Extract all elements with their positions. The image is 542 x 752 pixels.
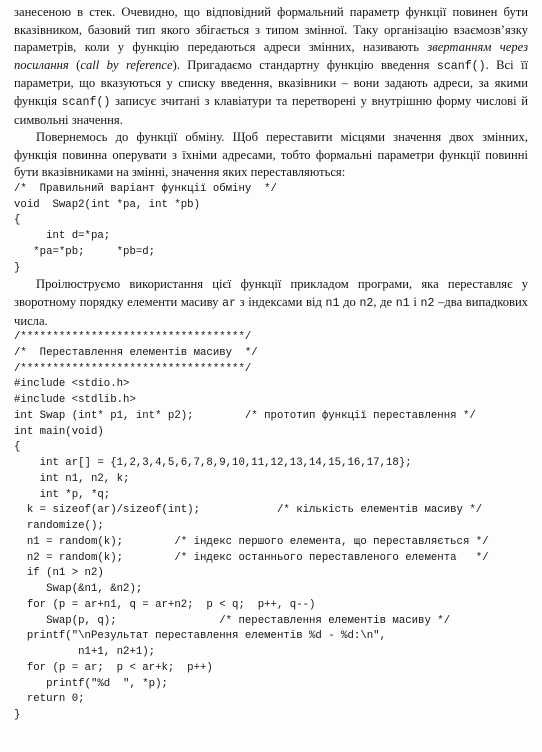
code-line: randomize(); xyxy=(14,520,104,533)
code-line: /* Правильний варіант функції обміну */ xyxy=(14,182,277,195)
code-line: void Swap2(int *pa, int *pb) xyxy=(14,198,200,211)
term-call-by-reference-ua: звертанням через посилання xyxy=(14,40,528,72)
code-line: Swap(p, q); /* переставлення елементів масиву */ xyxy=(14,614,451,627)
code-line: int n1, n2, k; xyxy=(14,472,130,485)
code-line: int *p, *q; xyxy=(14,488,111,501)
code-line: } xyxy=(14,709,21,722)
text-run: занесеною в стек. Очевидно, що відповідний формальний параметр функції повинен бути вказівником, базовий тип якого збігається з типом змінної. Таку організацію взаємозв’язку параметрів, коли у функцію передаються адреси змінних, називають xyxy=(14,5,528,55)
code-line: n1+1, n2+1); xyxy=(14,646,156,659)
text-run: ( xyxy=(68,57,81,72)
code-line: for (p = ar+n1, q = ar+n2; p < q; p++, q--) xyxy=(14,598,316,611)
text-run: Проілюструємо використання цієї функції прикладом програми, яка переставляє у зворотному порядку елементи масиву xyxy=(14,277,528,310)
paragraph-swap-intro: Повернемось до функції обміну. Щоб переставити місцями значення двох змінних, функція повинна оперувати з їхніми адресами, тобто формальні параметри функції повинні бути вказівниками на змінні, значення яких переставляються: xyxy=(14,130,528,180)
code-line: n2 = random(k); /* індекс останнього переставленого елемента */ xyxy=(14,551,489,564)
inline-code-ar: ar xyxy=(222,297,237,311)
code-line: /***********************************/ xyxy=(14,362,252,375)
code-line: int ar[] = {1,2,3,4,5,6,7,8,9,10,11,12,13,14,15,16,17,18}; xyxy=(14,457,412,470)
code-line: int Swap (int* p1, int* p2); /* прототип функції переставлення */ xyxy=(14,409,476,422)
text-run: , де xyxy=(373,295,396,310)
code-line: int main(void) xyxy=(14,425,104,438)
code-line: *pa=*pb; *pb=d; xyxy=(14,245,156,258)
inline-code-n1: n1 xyxy=(395,297,410,311)
code-line: int d=*pa; xyxy=(14,230,111,243)
inline-code-scanf: scanf() xyxy=(436,59,486,73)
paragraph-program-intro xyxy=(14,276,528,330)
code-line: /***********************************/ xyxy=(14,331,252,344)
code-block-swap2 xyxy=(14,182,528,277)
inline-code-n2: n2 xyxy=(420,297,435,311)
code-line: printf("%d ", *p); xyxy=(14,677,168,690)
code-line: if (n1 > n2) xyxy=(14,567,104,580)
paragraph-call-by-reference xyxy=(14,4,528,129)
code-line: { xyxy=(14,441,21,454)
code-line: printf("\nРезультат переставлення елементів %d - %d:\n", xyxy=(14,630,386,643)
code-block-array-reverse xyxy=(14,330,528,724)
code-line: Swap(&n1, &n2); xyxy=(14,583,143,596)
inline-code-n2: n2 xyxy=(359,297,374,311)
code-line: #include <stdlib.h> xyxy=(14,394,136,407)
code-line: { xyxy=(14,214,21,227)
term-call-by-reference-en: call by reference xyxy=(80,57,173,72)
code-line: k = sizeof(ar)/sizeof(int); /* кількість елементів масиву */ xyxy=(14,504,483,517)
inline-code-scanf: scanf() xyxy=(61,95,111,109)
code-line: } xyxy=(14,261,21,274)
text-run: . Всі її параметри, що вказуються у списку введення, вказівники – вони задають адреси, за якими функція xyxy=(14,57,528,108)
text-run: записує зчитані з клавіатури та перетворені у внутрішню форму числові й символьні значення. xyxy=(14,93,528,127)
text-run: до xyxy=(339,295,360,310)
inline-code-n1: n1 xyxy=(325,297,340,311)
code-line: return 0; xyxy=(14,693,85,706)
code-line: n1 = random(k); /* індекс першого елемента, що переставляється */ xyxy=(14,535,489,548)
code-line: for (p = ar; p < ar+k; p++) xyxy=(14,661,213,674)
code-line: /* Переставлення елементів масиву */ xyxy=(14,346,258,359)
code-line: #include <stdio.h> xyxy=(14,378,130,391)
text-run: і xyxy=(409,295,421,310)
text-run: з індексами від xyxy=(236,295,326,310)
text-run: ). Пригадаємо стандартну функцію введення xyxy=(172,57,437,72)
text-run: –два випадкових числа. xyxy=(14,295,528,328)
